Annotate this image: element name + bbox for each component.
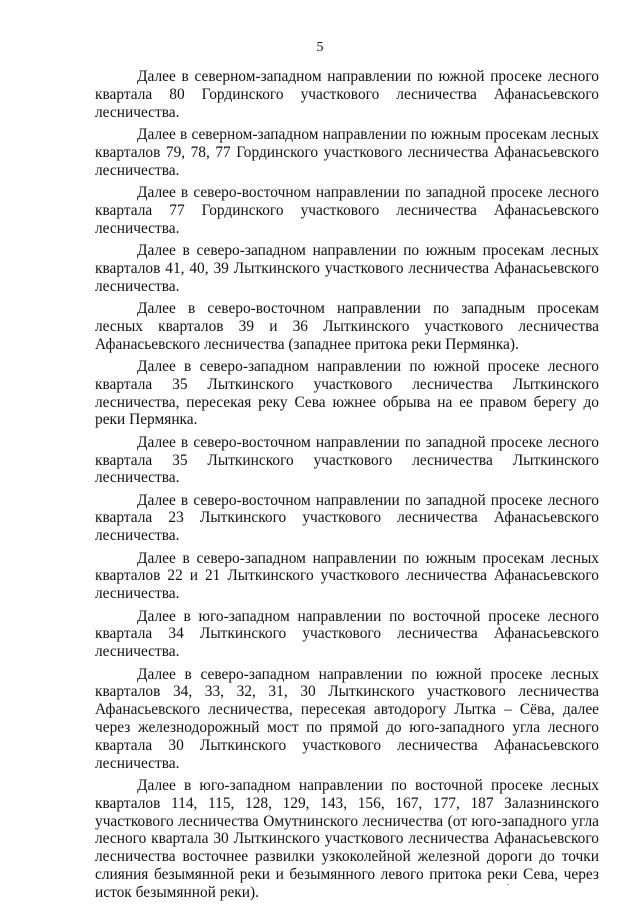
paragraph: Далее в северо-восточном направлении по западной просеке лесного квартала 35 Лыткинского участкового лесничества Лыткинского лесничества.	[95, 433, 599, 487]
paragraph: Далее в юго-западном направлении по восточной просеке лесных кварталов 114, 115, 128, 129, 143, 156, 167, 177, 187 Залазнинского участкового лесничества Омутнинского лесничества (от юго-западного угла лесного квартала 30 Лыткинского участкового лесничества Афанасьевского лесничества восточнее развилки узкоколейной железной дороги до точки слияния безымянной реки и безымянного левого притока реки Сева, через исток безымянной реки).	[95, 777, 599, 901]
paragraph: Далее в северо-западном направлении по южной просеке лесного квартала 35 Лыткинского участкового лесничества Лыткинского лесничества, пересекая реку Сева южнее обрыва на ее правом берегу до реки Пермянка.	[95, 357, 599, 429]
page-number: 5	[316, 40, 324, 55]
paragraph: Далее в северо-западном направлении по южным просекам лесных кварталов 41, 40, 39 Лыткинского участкового лесничества Афанасьевского лесничества.	[95, 241, 599, 295]
paragraph: Далее в северо-восточном направлении по западной просеке лесного квартала 77 Гординского участкового лесничества Афанасьевского лесничества.	[95, 183, 599, 237]
paragraph: Далее в юго-западном направлении по восточной просеке лесного квартала 34 Лыткинского участкового лесничества Афанасьевского лесничества.	[95, 607, 599, 661]
paragraph: Далее в северо-западном направлении по южным просекам лесных кварталов 22 и 21 Лыткинского участкового лесничества Афанасьевского лесничества.	[95, 549, 599, 603]
scan-artifact	[507, 884, 509, 885]
paragraph: Далее в северо-восточном направлении по западным просекам лесных кварталов 39 и 36 Лыткинского участкового лесничества Афанасьевского лесничества (западнее притока реки Пермянка).	[95, 299, 599, 353]
document-body	[95, 68, 599, 906]
paragraph: Далее в северном-западном направлении по южным просекам лесных кварталов 79, 78, 77 Гординского участкового лесничества Афанасьевского лесничества.	[95, 125, 599, 179]
paragraph: Далее в северо-западном направлении по южной просеке лесных кварталов 34, 33, 32, 31, 30 Лыткинского участкового лесничества Афанасьевского лесничества, пересекая автодорогу Лытка – Сёва, далее через железнодорожный мост по прямой до юго-западного угла лесного квартала 30 Лыткинского участкового лесничества Афанасьевского лесничества.	[95, 665, 599, 772]
paragraph: Далее в северном-западном направлении по южной просеке лесного квартала 80 Гординского участкового лесничества Афанасьевского лесничества.	[95, 68, 599, 121]
paragraph: Далее в северо-восточном направлении по западной просеке лесного квартала 23 Лыткинского участкового лесничества Афанасьевского лесничества.	[95, 491, 599, 545]
